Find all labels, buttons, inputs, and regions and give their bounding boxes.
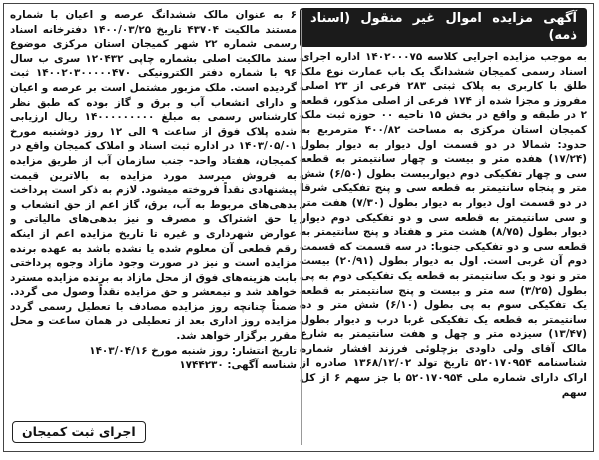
auction-notice: [3, 3, 594, 452]
left-column: [10, 8, 297, 447]
auction-terms: ۶ به عنوان مالک ششدانگ عرصه و اعیان با شماره مستند مالکیت ۴۳۷۰۴ تاریخ ۱۴۰۰/۰۳/۲۵ دفترخانه اسناد رسمی شماره ۲۲ شهر کمیجان استان مرکزی موضوع سند مالکیت اصلی بشماره چاپی ۱۲۰۴۳۲ سری ب سال ۹۶ با شماره دفتر الکترونیکی ۱۴۰۰۲۰۳۰۰۰۰۰۴۷۰ ثبت گردیده است. ملک مزبور مشتمل است بر عرصه و اعیان و دارای انشعاب آب و برق و گاز بوده که طبق نظر کارشناس رسمی به مبلغ ۱۴۰۰۰۰۰۰۰۰۰ ریال ارزیابی شده پلاک فوق از ساعت ۹ الی ۱۲ روز دوشنبه مورخ ۱۴۰۳/۰۵/۰۱ در اداره ثبت اسناد و املاک کمیجان واقع در کمیجان، هفتاد واحد- جنب سازمان آب از طریق مزایده به فروش میرسد مورد مزایده به بالاترین قیمت پیشنهادی نقداً فروخته میشود. لازم به ذکر است پرداخت بدهی‌های مربوط به آب، برق، گاز اعم از حق انشعاب و یا حق اشتراک و مصرف و نیز بدهی‌های مالیاتی و عوارض شهرداری و غیره تا تاریخ مزایده اعم از اینکه رقم قطعی آن معلوم شده یا نشده باشد به عهده برنده مزایده است و نیز در صورت وجود مازاد وجوه پرداختی بابت هزینه‌های فوق از محل مازاد به برنده مزایده مسترد خواهد شد و نیمعشر و حق مزایده نقداً وصول می گردد. ضمناً چنانچه روز مزایده مصادف با تعطیل رسمی گردد مزایده روز اداری بعد از تعطیلی در همان ساعت و محل مقرر برگزار خواهد شد.: [10, 9, 297, 343]
tracking-number: شناسه آگهی: ۱۷۴۴۲۳۰: [179, 359, 297, 372]
issuer-label: اجرای ثبت کمیجان: [12, 421, 146, 443]
publish-date: تاریخ انتشار: روز شنبه مورخ ۱۴۰۳/۰۴/۱۶: [89, 344, 297, 357]
column-divider: [301, 10, 302, 445]
right-column: [300, 8, 587, 447]
notice-title: آگهی مزایده اموال غیر منقول (اسناد ذمه): [300, 8, 587, 47]
property-description: به موجب مزایده اجرایی کلاسه ۱۴۰۲۰۰۰۷۵ اداره اجرای اسناد رسمی کمیجان ششدانگ یک باب عمارت نوع ملک طلق با کاربری به پلاک ثبتی ۲۸۳ فرعی از ۲۳ اصلی مفروز و مجزا شده از ۱۷۴ فرعی از اصلی مذکور، قطعه ۲ در طبقه و واقع در بخش ۱۵ ناحیه ۰۰ حوزه ثبت ملک کمیجان استان مرکزی به مساحت ۴۰۰/۸۲ مترمربع به حدود: شمالا در دو قسمت اول دیوار به دیوار بطول (۱۷/۲۴) هفده متر و بیست و چهار سانتیمتر به قطعه سی و چهار تفکیکی دوم دیواربیست بطول (۶/۵۰) شش متر و پنجاه سانتیمتر به قطعه سی و پنج تفکیکی شرقا در دو قسمت اول دیوار به دیوار بطول (۷/۳۰) هفت متر و سی سانتیمتر به قطعه سی و دو تفکیکی دوم دیوار دیوار بطول (۸/۷۵) هشت متر و هفتاد و پنج سانتیمتر به قطعه سی و دو تفکیکی جنوبا: در سه قسمت که قسمت دوم آن غربی است. اول به دیوار بطول (۲۰/۹۱) بیست متر و نود و یک سانتیمتر به قطعه یک تفکیکی دوم به پی بطول (۳/۲۵) سه متر و بیست و پنج سانتیمتر به قطعه یک تفکیکی سوم به پی بطول (۶/۱۰) شش متر و ده سانتیمتر به قطعه یک تفکیکی غربا درب و دیوار بطول (۱۳/۴۷) سیزده متر و چهل و هفت سانتیمتر به شارع مالک آقای ولی داودی بزچلوئی فرزند افشار شماره شناسنامه ۵۲۰۱۷۰۹۵۴ تاریخ تولد ۱۳۶۸/۱۲/۰۲ صادره از اراک دارای شماره ملی ۵۲۰۱۷۰۹۵۴ با جز سهم ۶ از کل سهم: [300, 51, 587, 399]
